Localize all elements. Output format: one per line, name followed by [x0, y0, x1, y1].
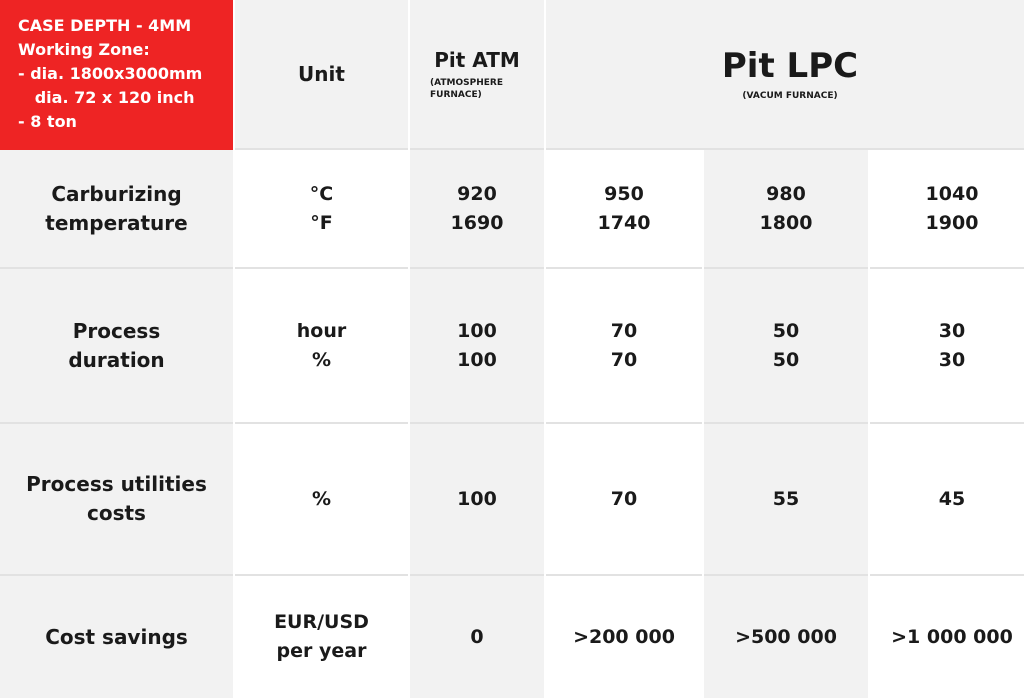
value: 980	[766, 182, 806, 205]
value-cell-lpc-2	[704, 424, 868, 576]
row-label-line: Process utilities	[26, 472, 207, 496]
unit-cell	[235, 150, 408, 269]
unit-value: per year	[276, 640, 367, 662]
unit-value: EUR/USD	[274, 611, 369, 633]
pit-atm-subtitle-line: (ATMOSPHERE	[430, 78, 503, 88]
case-depth-corner-cell	[0, 0, 233, 150]
value-cell-lpc-1	[546, 424, 702, 576]
value: 1740	[597, 211, 651, 234]
row-label-carburizing-temperature	[0, 150, 233, 269]
unit-value: hour	[296, 319, 347, 342]
value-cell-pit-atm	[410, 269, 544, 424]
pit-atm-subtitle	[410, 77, 544, 101]
value-cell-lpc-3	[870, 150, 1024, 269]
value-cell-lpc-1	[546, 150, 702, 269]
corner-line: Working Zone:	[18, 40, 150, 59]
value-cell-lpc-3	[870, 576, 1024, 698]
value-cell-lpc-2	[704, 150, 868, 269]
value: >200 000	[573, 625, 675, 648]
value: 70	[610, 487, 638, 510]
value: 70	[610, 348, 638, 371]
value-cell-lpc-1	[546, 576, 702, 698]
value: 1900	[925, 211, 979, 234]
value: 100	[457, 487, 497, 510]
unit-cell	[235, 269, 408, 424]
corner-line: - dia. 1800x3000mm	[18, 64, 203, 83]
unit-value: %	[311, 487, 332, 510]
corner-line: dia. 72 x 120 inch	[18, 88, 195, 107]
corner-line: - 8 ton	[18, 112, 77, 131]
row-label-cost-savings	[0, 576, 233, 698]
value: 50	[772, 348, 800, 371]
value: 100	[457, 348, 497, 371]
pit-atm-subtitle-line: FURNACE)	[430, 90, 482, 100]
value-cell-lpc-3	[870, 424, 1024, 576]
value: 45	[938, 487, 966, 510]
value: 100	[457, 319, 497, 342]
row-label-process-utilities-costs	[0, 424, 233, 576]
value-cell-pit-atm	[410, 150, 544, 269]
unit-cell	[235, 576, 408, 698]
pit-atm-title: Pit ATM	[434, 48, 520, 72]
unit-cell	[235, 424, 408, 576]
unit-value: °F	[310, 211, 333, 234]
unit-column-header: Unit	[235, 0, 408, 150]
value-cell-pit-atm	[410, 576, 544, 698]
value: 950	[604, 182, 644, 205]
value: 50	[772, 319, 800, 342]
value: 920	[457, 182, 497, 205]
unit-value: %	[311, 348, 332, 371]
row-label-process-duration	[0, 269, 233, 424]
row-label-line: Process	[72, 318, 161, 343]
value: 0	[470, 625, 484, 648]
row-label-line: costs	[87, 501, 146, 525]
value: 55	[772, 487, 800, 510]
value: 30	[938, 319, 966, 342]
value-cell-pit-atm	[410, 424, 544, 576]
row-label-line: Carburizing	[51, 181, 182, 206]
corner-line: CASE DEPTH - 4MM	[18, 16, 192, 35]
value-cell-lpc-2	[704, 576, 868, 698]
value: 1040	[925, 182, 979, 205]
pit-lpc-title: Pit LPC	[721, 46, 859, 86]
value-cell-lpc-3	[870, 269, 1024, 424]
pit-atm-column-header	[410, 0, 544, 150]
row-label-line: Cost savings	[45, 624, 188, 649]
value-cell-lpc-2	[704, 269, 868, 424]
value-cell-lpc-1	[546, 269, 702, 424]
pit-lpc-column-header	[546, 0, 1024, 150]
value: >1 000 000	[891, 625, 1013, 648]
row-label-line: temperature	[45, 210, 188, 235]
value: 30	[938, 348, 966, 371]
value: 1800	[759, 211, 813, 234]
pit-lpc-subtitle: (VACUM FURNACE)	[742, 91, 838, 101]
value: >500 000	[735, 625, 837, 648]
value: 70	[610, 319, 638, 342]
row-label-line: duration	[68, 347, 165, 372]
value: 1690	[450, 211, 504, 234]
unit-value: °C	[309, 182, 334, 205]
